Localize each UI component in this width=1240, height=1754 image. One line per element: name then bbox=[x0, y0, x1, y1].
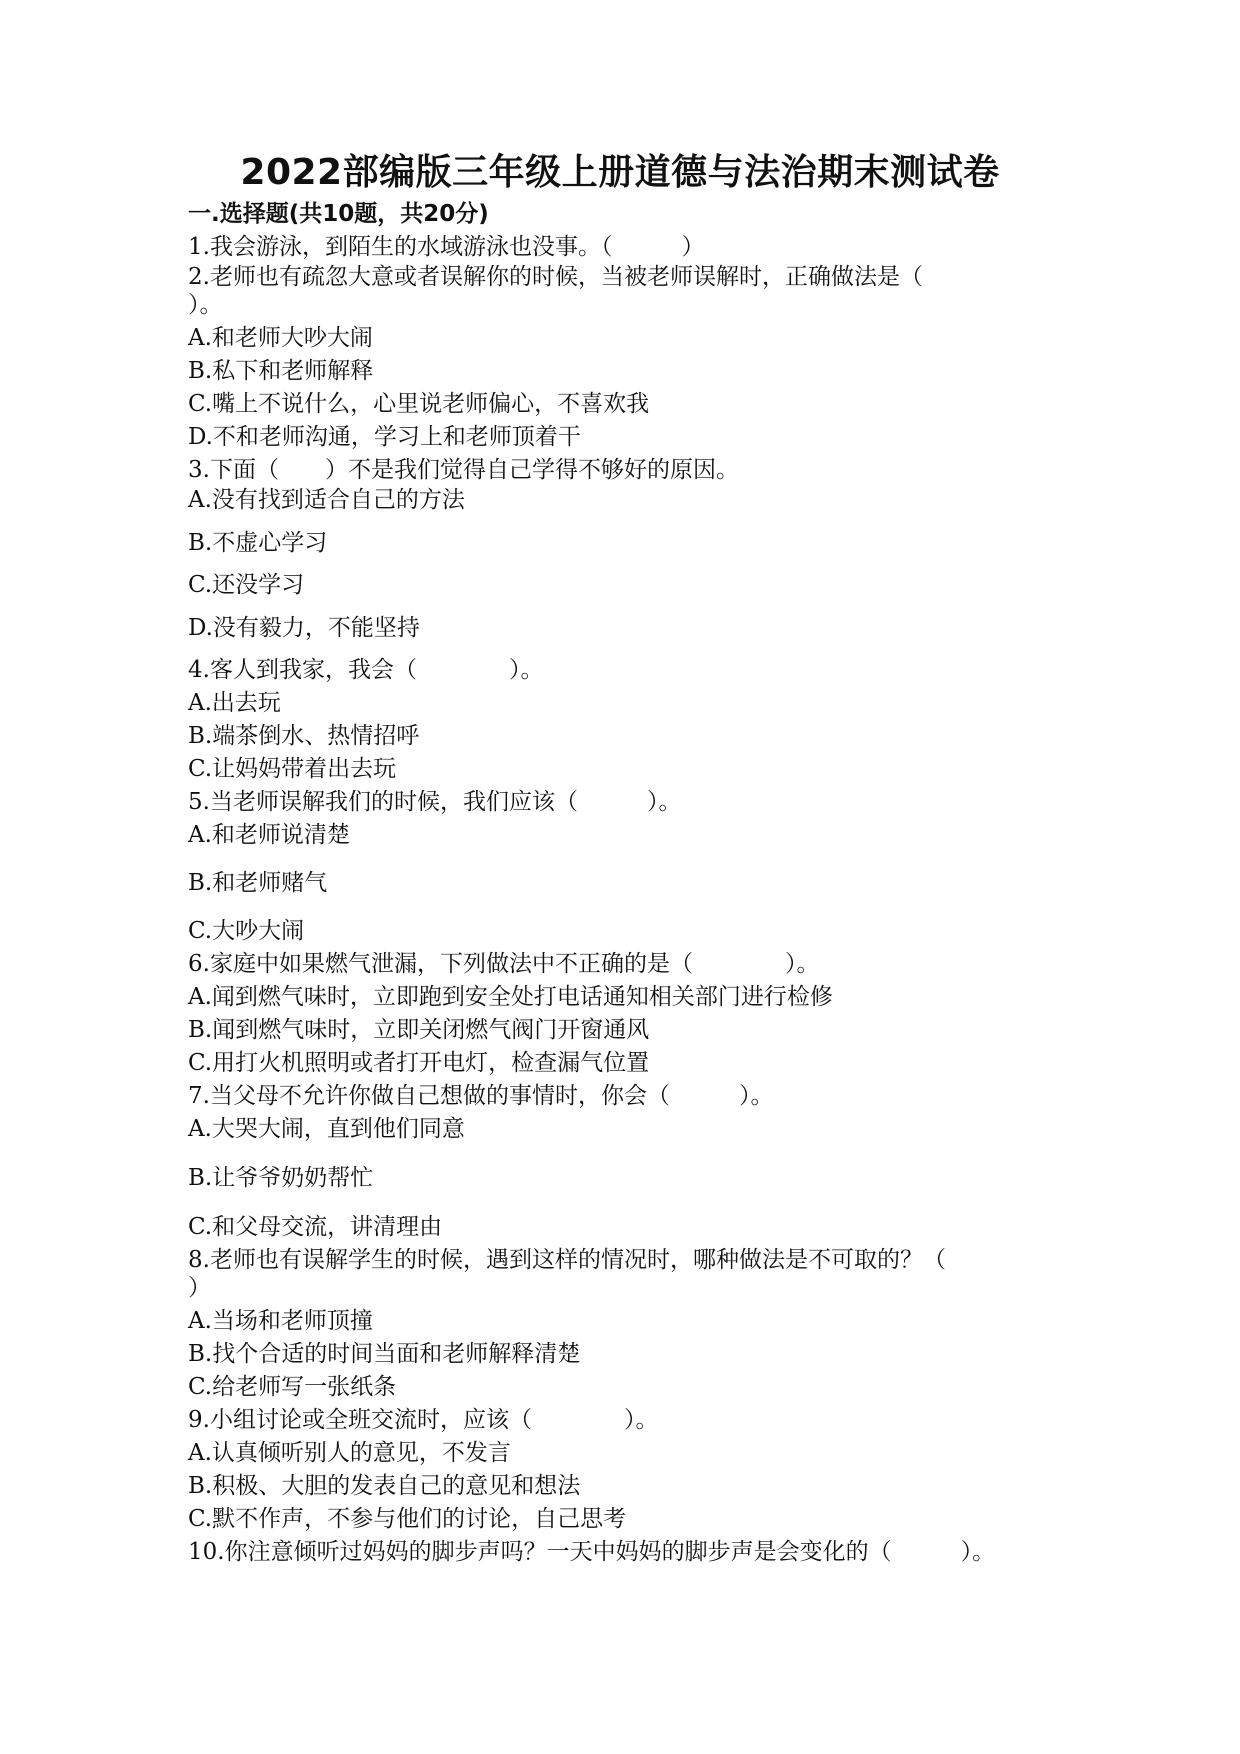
question-5-option-c: C.大吵大闹 bbox=[188, 918, 305, 944]
question-3-option-c: C.还没学习 bbox=[188, 572, 305, 598]
question-3-option-a: A.没有找到适合自己的方法 bbox=[188, 487, 465, 513]
question-9: 9.小组讨论或全班交流时，应该（ ）。 bbox=[188, 1407, 659, 1433]
question-5-option-a: A.和老师说清楚 bbox=[188, 822, 350, 848]
question-3: 3.下面（ ）不是我们觉得自己学得不够好的原因。 bbox=[188, 457, 739, 483]
question-10: 10.你注意倾听过妈妈的脚步声吗？一天中妈妈的脚步声是会变化的（ ）。 bbox=[188, 1539, 996, 1565]
question-7-option-b: B.让爷爷奶奶帮忙 bbox=[188, 1165, 374, 1191]
question-8-continued: ） bbox=[188, 1275, 211, 1301]
question-2: 2.老师也有疏忽大意或者误解你的时候，当被老师误解时，正确做法是（ bbox=[188, 264, 923, 290]
question-3-option-b: B.不虚心学习 bbox=[188, 530, 328, 556]
question-4-option-a: A.出去玩 bbox=[188, 690, 281, 716]
question-8-option-c: C.给老师写一张纸条 bbox=[188, 1374, 397, 1400]
question-2-option-b: B.私下和老师解释 bbox=[188, 358, 374, 384]
question-5: 5.当老师误解我们的时候，我们应该（ ）。 bbox=[188, 789, 682, 815]
question-5-option-b: B.和老师赌气 bbox=[188, 870, 328, 896]
question-6: 6.家庭中如果燃气泄漏，下列做法中不正确的是（ ）。 bbox=[188, 951, 820, 977]
question-6-option-c: C.用打火机照明或者打开电灯，检查漏气位置 bbox=[188, 1050, 650, 1076]
question-8: 8.老师也有误解学生的时候，遇到这样的情况时，哪种做法是不可取的？（ bbox=[188, 1247, 946, 1273]
question-6-option-b: B.闻到燃气味时，立即关闭燃气阀门开窗通风 bbox=[188, 1017, 650, 1043]
page-title: 2022部编版三年级上册道德与法治期末测试卷 bbox=[240, 152, 1000, 193]
question-2-option-a: A.和老师大吵大闹 bbox=[188, 325, 373, 351]
question-2-option-d: D.不和老师沟通，学习上和老师顶着干 bbox=[188, 424, 581, 450]
question-3-option-d: D.没有毅力，不能坚持 bbox=[188, 615, 420, 641]
question-6-option-a: A.闻到燃气味时，立即跑到安全处打电话通知相关部门进行检修 bbox=[188, 984, 833, 1010]
question-9-option-b: B.积极、大胆的发表自己的意见和想法 bbox=[188, 1473, 581, 1499]
section-heading: 一.选择题(共10题，共20分) bbox=[188, 201, 489, 227]
question-1: 1.我会游泳，到陌生的水域游泳也没事。（ ） bbox=[188, 234, 705, 260]
question-8-option-a: A.当场和老师顶撞 bbox=[188, 1308, 373, 1334]
question-9-option-c: C.默不作声，不参与他们的讨论，自己思考 bbox=[188, 1506, 627, 1532]
question-4-option-c: C.让妈妈带着出去玩 bbox=[188, 756, 397, 782]
question-7-option-c: C.和父母交流，讲清理由 bbox=[188, 1214, 443, 1240]
question-7: 7.当父母不允许你做自己想做的事情时，你会（ ）。 bbox=[188, 1083, 774, 1109]
question-4: 4.客人到我家，我会（ ）。 bbox=[188, 657, 544, 683]
question-7-option-a: A.大哭大闹，直到他们同意 bbox=[188, 1116, 465, 1142]
question-8-option-b: B.找个合适的时间当面和老师解释清楚 bbox=[188, 1341, 581, 1367]
question-2-continued: ）。 bbox=[188, 292, 223, 318]
question-4-option-b: B.端茶倒水、热情招呼 bbox=[188, 723, 420, 749]
question-2-option-c: C.嘴上不说什么，心里说老师偏心，不喜欢我 bbox=[188, 391, 650, 417]
question-9-option-a: A.认真倾听别人的意见，不发言 bbox=[188, 1440, 511, 1466]
